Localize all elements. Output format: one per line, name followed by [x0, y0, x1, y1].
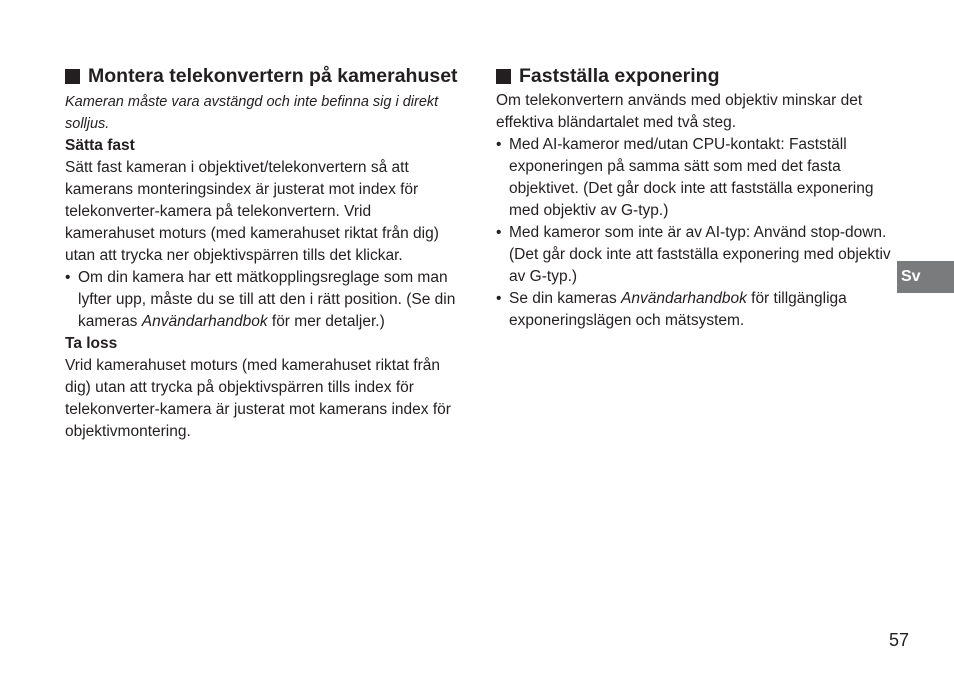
exposure-intro: Om telekonvertern används med objektiv minskar det effektiva bländartalet med två steg. [496, 92, 863, 131]
square-bullet-icon [496, 69, 511, 84]
right-column [496, 63, 896, 332]
language-tab: Sv [897, 261, 954, 293]
bullet-icon: • [65, 269, 71, 286]
list-item: • Med kameror som inte är av AI-typ: Använd stop-down. (Det går dock inte att fastställa exponering med objektiv av G-typ.) [496, 224, 891, 285]
section-heading-exposure: Fastställa exponering [496, 63, 896, 90]
bullet-icon: • [496, 136, 502, 153]
list-item: • Med AI-kameror med/utan CPU-kontakt: Fastställ exponeringen på samma sätt som med det fasta objektivet. (Det går dock inte att fastställa exponering med objektiv av G-typ.) [496, 136, 874, 219]
section-heading-mount: Montera telekonvertern på kamerahuset [65, 63, 460, 90]
detach-paragraph: Vrid kamerahuset moturs (med kamerahuset riktat från dig) utan att trycka på objektivspärren tills index för telekonverter-kamera är justerat mot kamerans index för objektivmontering. [65, 357, 451, 440]
exposure-bullet-list [496, 134, 896, 332]
left-column [65, 63, 460, 443]
attach-paragraph: Sätt fast kameran i objektivet/telekonvertern så att kamerans monteringsindex är justerat mot index för telekonverter-kamera på telekonvertern. Vrid kamerahuset moturs (med kamerahuset riktat från dig) utan att trycka ner objektivspärren tills det klickar. [65, 159, 439, 264]
subheading-attach: Sätta fast [65, 137, 135, 154]
subheading-detach: Ta loss [65, 335, 118, 352]
bullet-icon: • [496, 290, 502, 307]
caution-note: Kameran måste vara avstängd och inte befinna sig i direkt solljus. [65, 94, 439, 132]
bullet-icon: • [496, 224, 502, 241]
list-item: • Om din kamera har ett mätkopplingsreglage som man lyfter upp, måste du se till att den i rätt position. (Se din kameras Användarhandbok för mer detaljer.) [65, 269, 456, 330]
list-item: • Se din kameras Användarhandbok för tillgängliga exponeringslägen och mätsystem. [496, 290, 847, 329]
square-bullet-icon [65, 69, 80, 84]
attach-bullet-list [65, 267, 460, 333]
page-number: 57 [889, 630, 910, 650]
